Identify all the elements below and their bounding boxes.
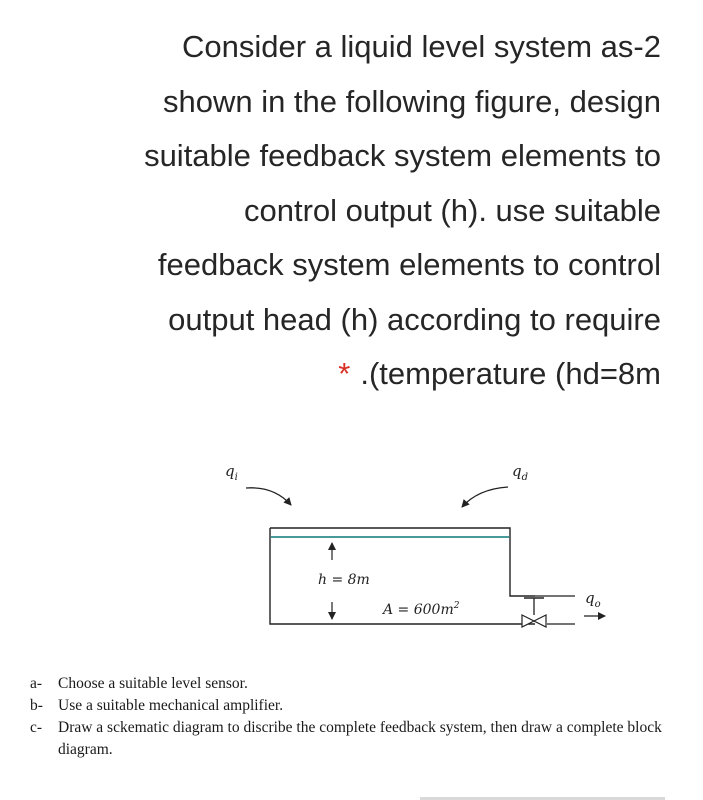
question-line-4: control output (h). use suitable	[243, 192, 661, 228]
task-a	[30, 673, 680, 695]
task-b-letter: b-	[30, 697, 43, 714]
question-line-3: suitable feedback system elements to	[144, 138, 661, 173]
task-c-text: Draw a sckematic diagram to discribe the complete feedback system, then draw a complete block diagram.	[58, 719, 662, 758]
question-line-1: Consider a liquid level system as-2	[182, 29, 661, 64]
required-asterisk: *	[338, 356, 351, 391]
task-c-letter: c-	[30, 719, 43, 736]
task-b	[30, 695, 680, 717]
question-line-7	[21, 347, 661, 402]
task-b-text: Use a suitable mechanical amplifier.	[58, 697, 284, 714]
question-line-5: feedback system elements to control	[157, 247, 661, 282]
question-text	[21, 20, 661, 402]
question-line-2: shown in the following figure, design	[162, 83, 661, 119]
qd-label: $q_d$	[512, 462, 529, 483]
outlet-valve-icon	[522, 598, 546, 627]
task-list	[30, 673, 680, 761]
tank-top-right-wall	[270, 528, 535, 596]
h-label: h = 8m	[318, 572, 370, 588]
qi-label: $q_i$	[225, 462, 238, 483]
task-c	[30, 717, 680, 761]
task-a-letter: a-	[30, 675, 43, 692]
question-line-6: output head (h) according to require	[168, 301, 661, 337]
question-line-7-text: .(temperature (hd=8m	[360, 356, 661, 391]
liquid-level-figure	[0, 440, 703, 640]
area-label: $A = 600m^2$	[383, 601, 460, 618]
task-a-text: Choose a suitable level sensor.	[58, 675, 248, 692]
qd-disturbance-arrow	[462, 487, 508, 507]
qi-inflow-arrow	[246, 488, 291, 505]
qo-label: $q_o$	[585, 589, 601, 610]
